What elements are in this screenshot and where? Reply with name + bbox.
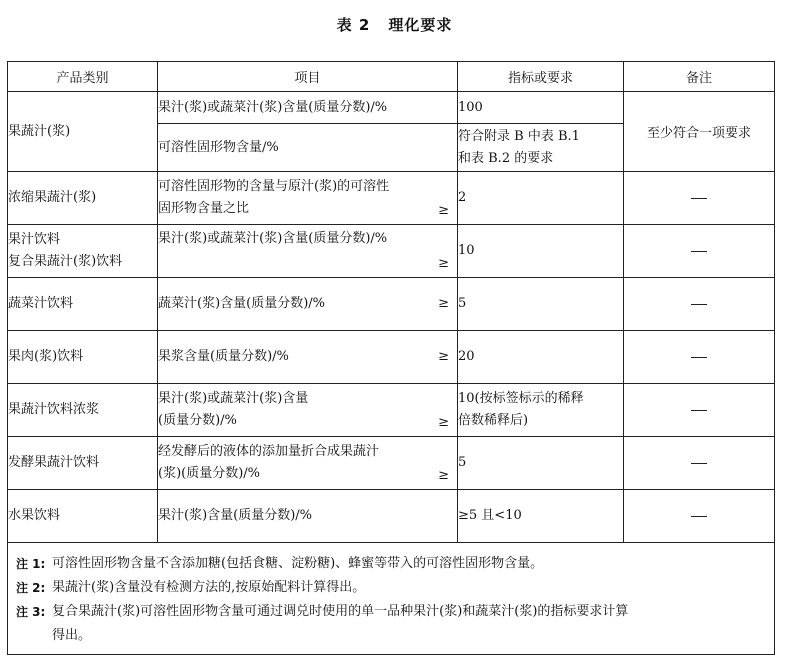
dash-mark [691, 304, 707, 305]
item-cell [158, 225, 458, 278]
item-text: 果浆含量(质量分数)/% [158, 349, 289, 364]
item-line: 果汁(浆)或蔬菜汁(浆)含量 [158, 391, 309, 406]
table-row [8, 384, 775, 437]
note-text: 可溶性固形物含量不含添加糖(包括食糖、淀粉糖)、蜂蜜等带入的可溶性固形物含量。 [52, 556, 544, 571]
value-line: 10(按标签标示的稀释 [458, 391, 584, 406]
item-cell: 可溶性固形物含量/% [158, 124, 458, 172]
note-3 [16, 600, 764, 624]
remark-cell [624, 437, 775, 490]
item-line: (浆)(质量分数)/% [158, 466, 261, 481]
value-cell: 20 [458, 331, 624, 384]
value-cell: 2 [458, 172, 624, 225]
item-cell: 果汁(浆)或蔬菜汁(浆)含量(质量分数)/% [158, 92, 458, 124]
category-line: 果汁饮料 [8, 232, 61, 247]
remark-cell [624, 490, 775, 543]
dash-mark [691, 516, 707, 517]
notes-row [8, 543, 775, 655]
table-row [8, 92, 775, 124]
value-line: 和表 B.2 的要求 [458, 150, 554, 166]
value-line: 符合附录 B 中表 B.1 [458, 128, 580, 144]
header-remark: 备注 [624, 62, 775, 92]
header-item: 项目 [158, 62, 458, 92]
value-cell [458, 384, 624, 437]
item-text: 蔬菜汁(浆)含量(质量分数)/% [158, 296, 326, 311]
note-text: 果蔬汁(浆)含量没有检测方法的,按原始配料计算得出。 [52, 580, 366, 595]
item-cell [158, 437, 458, 490]
table-title: 理化要求 [388, 16, 453, 34]
item-cell [158, 172, 458, 225]
value-cell: 5 [458, 437, 624, 490]
table-row [8, 278, 775, 331]
remark-cell [624, 278, 775, 331]
item-cell [158, 331, 458, 384]
dash-mark [691, 198, 707, 199]
requirements-table [7, 61, 775, 655]
remark-cell [624, 172, 775, 225]
item-line: (质量分数)/% [158, 413, 237, 428]
table-row [8, 437, 775, 490]
dash-mark [691, 251, 707, 252]
value-cell [458, 124, 624, 172]
note-3-continued [52, 624, 764, 648]
ge-symbol: ≥ [438, 349, 449, 364]
note-2 [16, 576, 764, 600]
dash-mark [691, 410, 707, 411]
table-caption [0, 14, 789, 35]
ge-symbol: ≥ [438, 256, 449, 271]
ge-symbol: ≥ [438, 296, 449, 311]
note-label: 注 1: [16, 557, 46, 571]
remark-cell [624, 384, 775, 437]
dash-mark [691, 357, 707, 358]
note-label: 注 2: [16, 581, 46, 595]
dash-mark [691, 463, 707, 464]
note-label: 注 3: [16, 605, 46, 619]
category-cell: 蔬菜汁饮料 [8, 278, 158, 331]
table-row [8, 490, 775, 543]
value-cell: ≥5 且<10 [458, 490, 624, 543]
notes-cell [8, 543, 775, 655]
value-cell: 100 [458, 92, 624, 124]
item-cell [158, 278, 458, 331]
header-row [8, 62, 775, 92]
note-text: 复合果蔬汁(浆)可溶性固形物含量可通过调兑时使用的单一品种果汁(浆)和蔬菜汁(浆)的指标要求计算 [52, 604, 629, 619]
ge-symbol: ≥ [438, 203, 449, 218]
remark-cell: 至少符合一项要求 [624, 92, 775, 172]
item-line: 经发酵后的液体的添加量折合成果蔬汁 [158, 444, 380, 459]
item-line: 固形物含量之比 [158, 201, 250, 216]
remark-cell [624, 331, 775, 384]
item-cell: 果汁(浆)含量(质量分数)/% [158, 490, 458, 543]
category-cell: 浓缩果蔬汁(浆) [8, 172, 158, 225]
category-cell: 果肉(浆)饮料 [8, 331, 158, 384]
table-row [8, 331, 775, 384]
category-cell: 发酵果蔬汁饮料 [8, 437, 158, 490]
item-line: 果汁(浆)或蔬菜汁(浆)含量(质量分数)/% [158, 231, 388, 246]
header-category: 产品类别 [8, 62, 158, 92]
remark-cell [624, 225, 775, 278]
ge-symbol: ≥ [438, 468, 449, 483]
note-1 [16, 552, 764, 576]
item-cell [158, 384, 458, 437]
table-row [8, 172, 775, 225]
header-requirement: 指标或要求 [458, 62, 624, 92]
table-row [8, 225, 775, 278]
category-cell: 果蔬汁(浆) [8, 92, 158, 172]
value-line: 倍数稀释后) [458, 413, 529, 428]
item-line: 可溶性固形物的含量与原汁(浆)的可溶性 [158, 179, 390, 194]
value-cell: 10 [458, 225, 624, 278]
table-number: 表 2 [336, 16, 371, 34]
note-text: 得出。 [52, 628, 92, 643]
category-line: 复合果蔬汁(浆)饮料 [8, 254, 123, 269]
category-cell [8, 225, 158, 278]
category-cell: 果蔬汁饮料浓浆 [8, 384, 158, 437]
category-cell: 水果饮料 [8, 490, 158, 543]
ge-symbol: ≥ [438, 415, 449, 430]
value-cell: 5 [458, 278, 624, 331]
